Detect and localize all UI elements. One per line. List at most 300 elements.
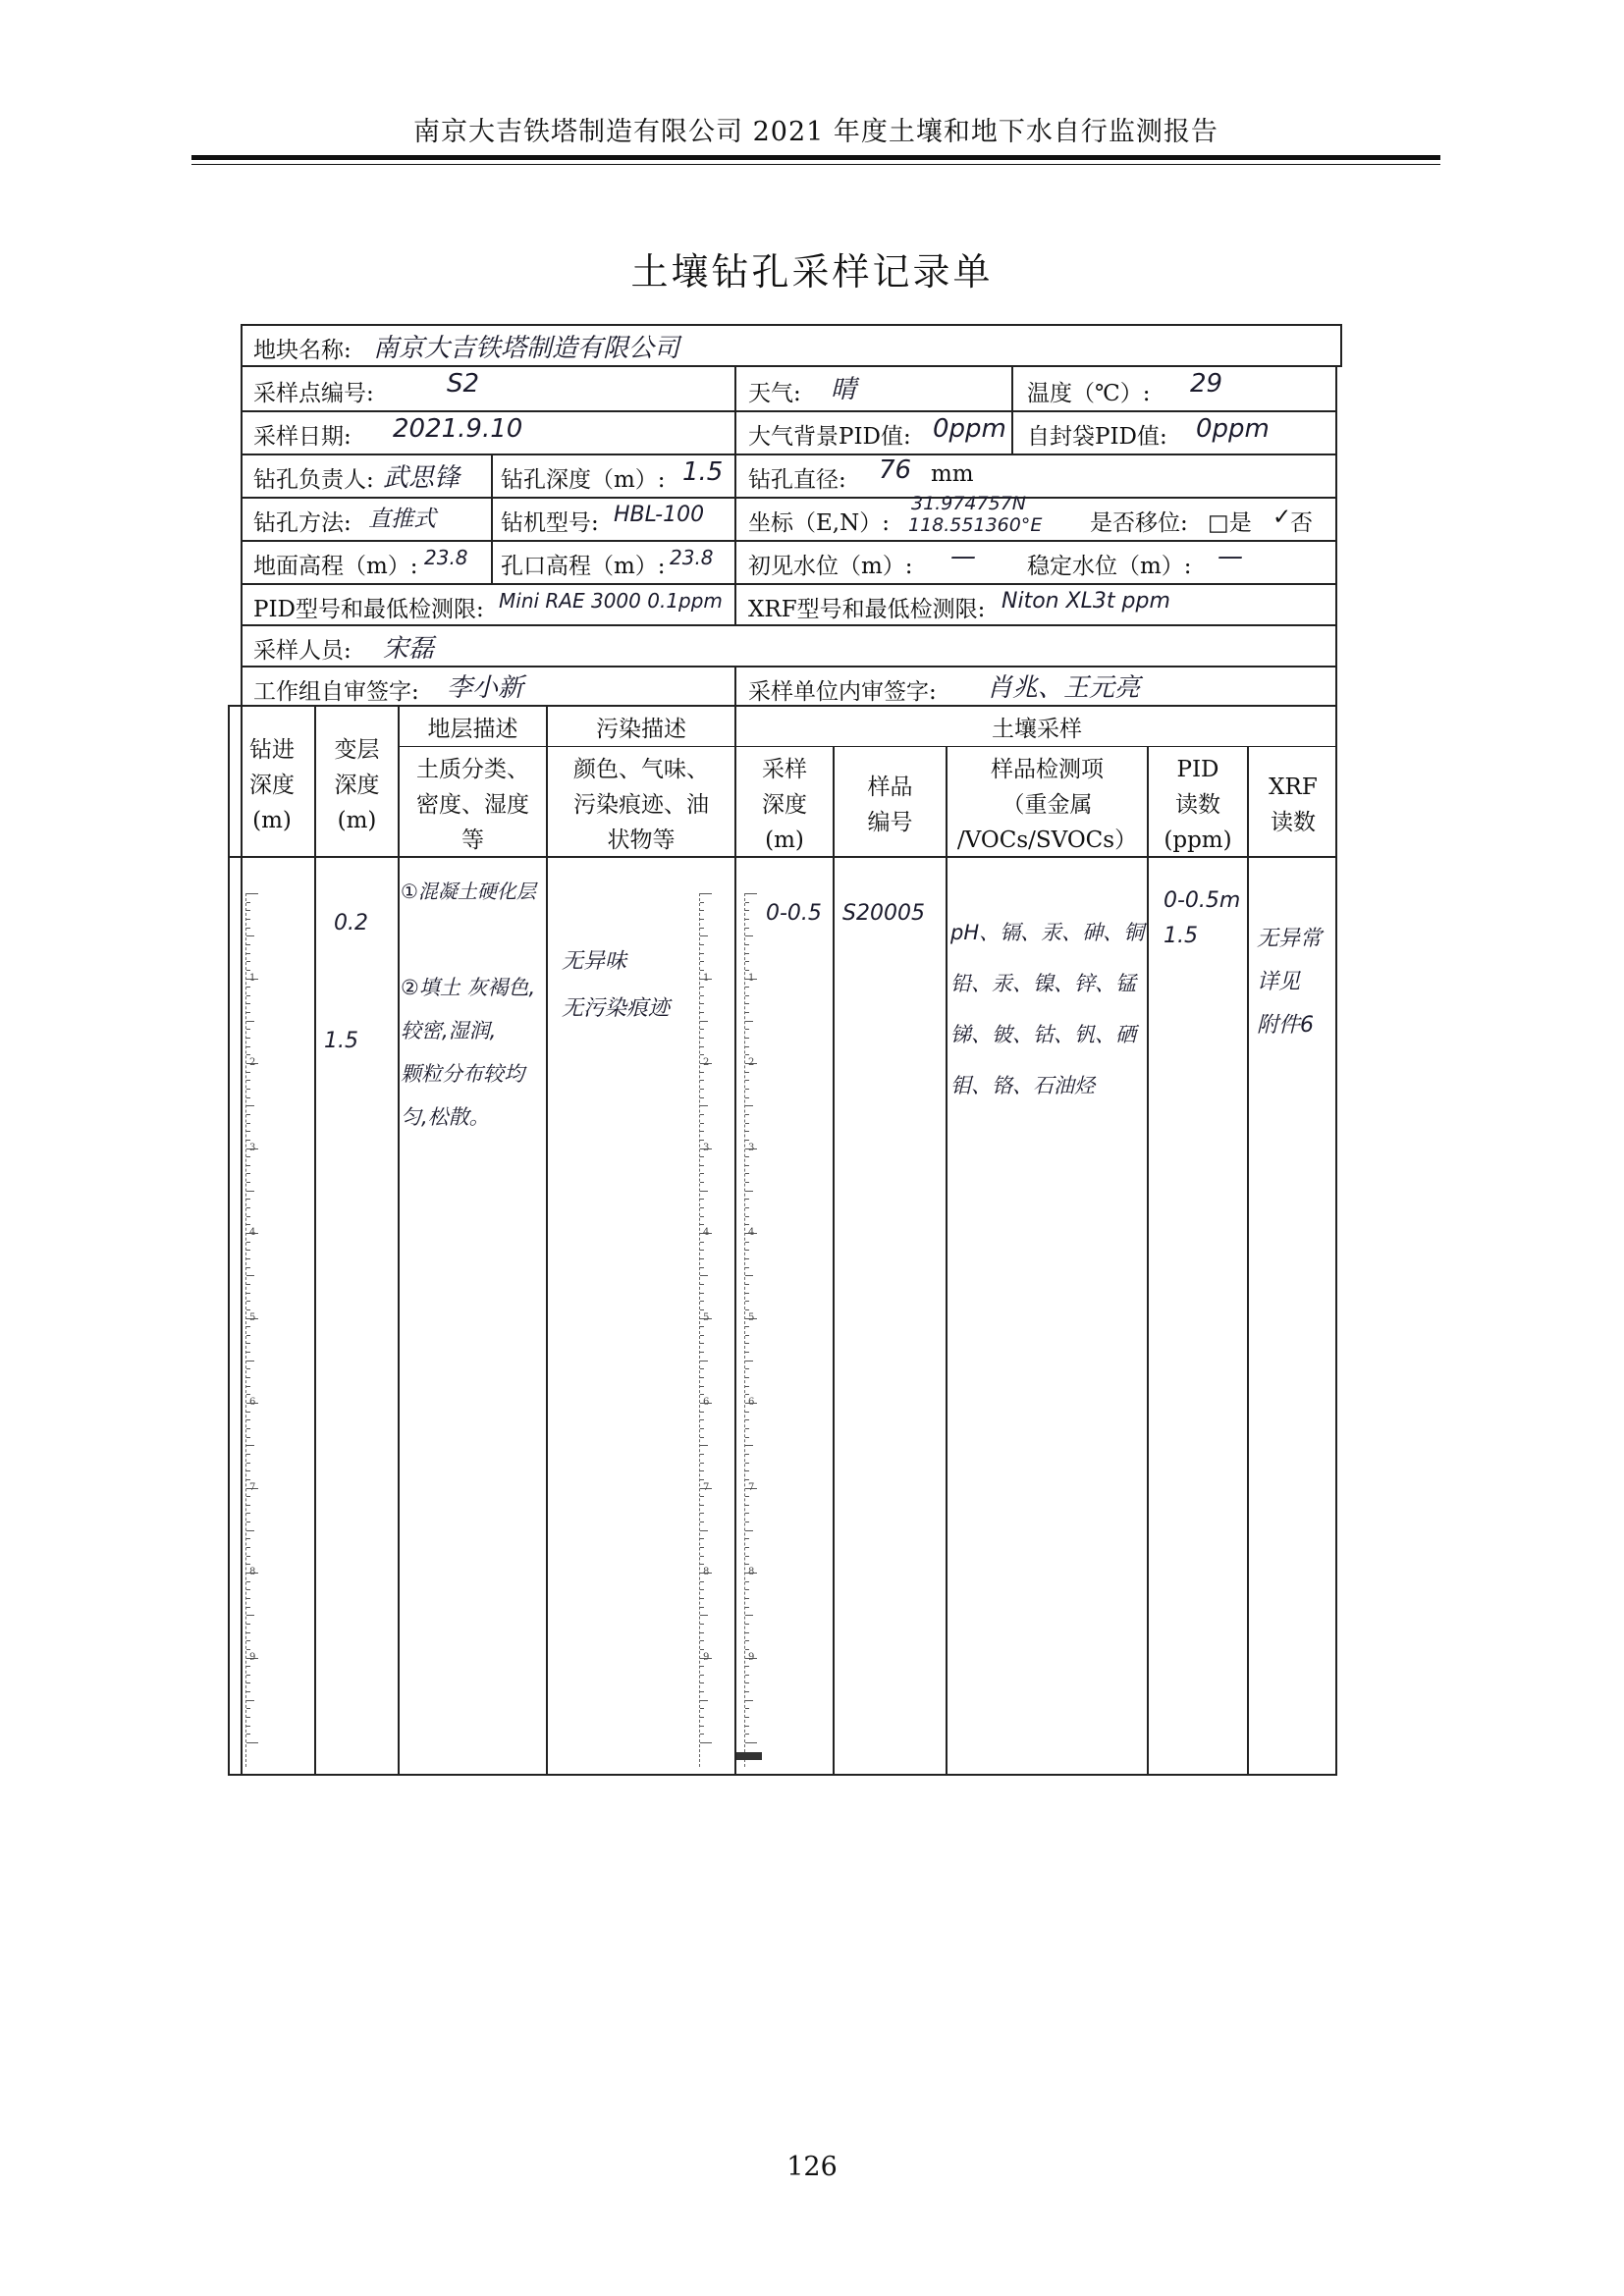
- ruler-tick: [700, 1428, 704, 1429]
- ruler-tick: [700, 902, 704, 903]
- ruler-tick: [246, 1021, 254, 1022]
- frame-right-top: [1340, 324, 1342, 365]
- ruler-depth-label: 7: [249, 1481, 256, 1493]
- ruler-tick: [700, 1343, 704, 1344]
- ruler-depth-label: 5: [249, 1311, 256, 1323]
- ruler-tick: [246, 1615, 254, 1616]
- ruler-tick: [700, 1038, 704, 1039]
- ruler-tick: [700, 1700, 708, 1701]
- ruler-tick: [745, 1309, 749, 1310]
- ruler-tick: [700, 1352, 704, 1353]
- ruler-tick: [745, 1123, 749, 1124]
- ruler-tick: [246, 1700, 254, 1701]
- ruler-tick: [745, 961, 749, 962]
- ruler-tick: [246, 1199, 250, 1200]
- ruler-tick: [745, 1301, 749, 1302]
- header-xrf-reading: XRF 读数: [1269, 774, 1318, 835]
- ruler-tick: [246, 1419, 250, 1420]
- ruler-tick: [700, 1207, 704, 1208]
- ruler-tick: [700, 1046, 704, 1047]
- ruler-tick: [246, 1547, 250, 1548]
- ruler-tick: [745, 1054, 749, 1055]
- ruler-tick: [246, 1038, 250, 1039]
- ruler-tick: [246, 1293, 250, 1294]
- bag-pid-value: 0ppm: [1196, 414, 1270, 444]
- ruler-tick: [700, 1377, 704, 1378]
- moved-no-option: 否: [1290, 510, 1313, 536]
- ruler-tick: [745, 1199, 749, 1200]
- ruler-tick: [700, 1301, 704, 1302]
- ruler-tick: [745, 944, 749, 945]
- ruler-tick: [246, 935, 254, 936]
- ruler-tick: [700, 1368, 704, 1369]
- ruler-tick: [700, 928, 704, 929]
- ruler-tick: [246, 1470, 250, 1471]
- ruler-depth-label: 9: [703, 1651, 710, 1663]
- ruler-tick: [246, 1589, 250, 1590]
- ruler-tick: [745, 1377, 749, 1378]
- ruler-tick: [700, 944, 704, 945]
- ruler-tick: [246, 1454, 250, 1455]
- ruler-tick: [745, 1046, 749, 1047]
- moved-check-mark: ✓: [1272, 505, 1292, 530]
- ruler-tick: [700, 1742, 712, 1743]
- ruler-tick: [700, 919, 704, 920]
- pid-value: 0-0.5m 1.5: [1164, 888, 1241, 948]
- ruler-tick: [745, 893, 757, 894]
- ruler-depth-label: 4: [703, 1227, 710, 1238]
- ruler-tick: [700, 1470, 704, 1471]
- hole-depth-value: 1.5: [682, 457, 724, 487]
- ruler-tick: [246, 1742, 258, 1743]
- header-strata-sub: 土质分类、 密度、湿度 等: [416, 757, 529, 853]
- ruler-depth-label: 3: [703, 1142, 710, 1153]
- ruler-tick: [745, 1284, 749, 1285]
- depth-ruler-pollution: [699, 893, 714, 1767]
- strata-2: ②填土 灰褐色, 较密,湿润, 颗粒分布较均 匀,松散。: [401, 976, 536, 1129]
- ruler-tick: [246, 1675, 250, 1676]
- ruler-tick: [700, 1726, 704, 1727]
- layer-depth-2: 1.5: [324, 1029, 358, 1053]
- point-no-value: S2: [447, 369, 480, 399]
- ruler-tick: [246, 1173, 250, 1174]
- ruler-tick: [745, 1072, 749, 1073]
- ruler-tick: [745, 1242, 749, 1243]
- ruler-tick: [246, 1479, 250, 1480]
- ruler-tick: [246, 1386, 250, 1387]
- ruler-tick: [700, 1140, 704, 1141]
- ruler-tick: [745, 1335, 749, 1336]
- ruler-tick: [745, 1140, 749, 1141]
- ruler-tick: [745, 970, 749, 971]
- ruler-tick: [745, 1564, 749, 1565]
- ruler-tick: [700, 1335, 704, 1336]
- ruler-tick: [745, 1165, 749, 1166]
- ruler-tick: [700, 1505, 704, 1506]
- ruler-tick: [745, 1624, 749, 1625]
- ground-label: 地面高程（m）:: [253, 554, 418, 579]
- ruler-tick: [745, 1419, 749, 1420]
- ruler-tick: [700, 1607, 704, 1608]
- ruler-tick: [700, 1640, 704, 1641]
- ruler-tick: [246, 995, 250, 996]
- ruler-tick: [745, 1691, 749, 1692]
- xrf-model-label: XRF型号和最低检测限:: [748, 597, 986, 622]
- ruler-tick: [246, 1258, 250, 1259]
- ruler-depth-label: 3: [748, 1142, 755, 1153]
- ruler-tick: [745, 1454, 749, 1455]
- form-title: 土壤钻孔采样记录单: [630, 250, 994, 294]
- lead-label: 钻孔负责人:: [253, 467, 374, 493]
- collar-label: 孔口高程（m）:: [501, 554, 666, 579]
- ruler-tick: [700, 1708, 704, 1709]
- ruler-tick: [700, 1199, 704, 1200]
- sampler-label: 采样人员:: [253, 638, 352, 664]
- ruler-tick: [745, 1105, 753, 1106]
- depth-ruler-drill: [245, 893, 260, 1767]
- ruler-tick: [246, 1632, 250, 1633]
- ruler-tick: [745, 1437, 749, 1438]
- ruler-tick: [246, 1581, 250, 1582]
- ruler-tick: [700, 1267, 704, 1268]
- ruler-tick: [246, 1437, 250, 1438]
- ruler-tick: [246, 1361, 254, 1362]
- ruler-tick: [700, 1394, 704, 1395]
- header-sample-depth: 采样 深度 (m): [762, 757, 807, 853]
- rig-value: HBL-100: [614, 503, 705, 527]
- ruler-tick: [745, 1708, 749, 1709]
- ruler-tick: [246, 1326, 250, 1327]
- bag-pid-label: 自封袋PID值:: [1027, 424, 1167, 450]
- ruler-tick: [246, 1352, 250, 1353]
- site-name-label: 地块名称:: [253, 338, 352, 363]
- ruler-tick: [745, 1216, 749, 1217]
- ruler-tick: [745, 1598, 749, 1599]
- unit-check-label: 采样单位内审签字:: [748, 679, 937, 705]
- layer-depth-1: 0.2: [334, 911, 368, 935]
- ruler-tick: [700, 910, 704, 911]
- ruler-tick: [246, 1123, 250, 1124]
- ruler-tick: [700, 1309, 704, 1310]
- date-value: 2021.9.10: [393, 414, 523, 444]
- ruler-tick: [745, 1726, 749, 1727]
- pid-model-value: Mini RAE 3000 0.1ppm: [499, 589, 723, 613]
- ruler-tick: [246, 1284, 250, 1285]
- sampler-value: 宋磊: [383, 634, 435, 664]
- ruler-tick: [246, 1114, 250, 1115]
- ruler-tick: [700, 1581, 704, 1582]
- ruler-tick: [246, 987, 250, 988]
- ruler-tick: [700, 1564, 704, 1565]
- ruler-tick: [700, 1029, 704, 1030]
- ruler-tick: [246, 1564, 250, 1565]
- ruler-tick: [745, 902, 749, 903]
- ruler-tick: [745, 1479, 749, 1480]
- self-check-value: 李小新: [447, 673, 524, 703]
- ruler-tick: [745, 1207, 749, 1208]
- ruler-tick: [745, 1361, 753, 1362]
- ruler-tick: [745, 1589, 749, 1590]
- ruler-tick: [745, 1250, 749, 1251]
- ruler-tick: [700, 1682, 704, 1683]
- ruler-tick: [246, 1708, 250, 1709]
- ruler-tick: [246, 893, 258, 894]
- ruler-tick: [745, 1581, 749, 1582]
- pollution-description: 无异味 无污染痕迹: [562, 949, 671, 1021]
- ruler-tick: [745, 1547, 749, 1548]
- coord-n: 31.974757N: [911, 493, 1026, 514]
- ruler-tick: [745, 1717, 749, 1718]
- ruler-tick: [700, 1717, 704, 1718]
- site-name-value: 南京大吉铁塔制造有限公司: [373, 334, 680, 363]
- weather-label: 天气:: [748, 381, 801, 406]
- ruler-tick: [246, 1691, 250, 1692]
- coord-e: 118.551360°E: [908, 514, 1043, 536]
- ruler-tick: [745, 1386, 749, 1387]
- ruler-tick: [246, 1046, 250, 1047]
- ruler-depth-label: 8: [249, 1567, 256, 1577]
- method-label: 钻孔方法:: [253, 510, 352, 536]
- ruler-tick: [700, 1097, 704, 1098]
- ruler-tick: [745, 987, 749, 988]
- ruler-tick: [246, 1156, 250, 1157]
- ruler-tick: [700, 1649, 704, 1650]
- ruler-tick: [246, 1649, 250, 1650]
- ruler-tick: [700, 1326, 704, 1327]
- ruler-tick: [246, 1666, 250, 1667]
- ruler-tick: [700, 1293, 704, 1294]
- header-sample-no: 样品 编号: [867, 774, 913, 835]
- ruler-tick: [745, 1003, 749, 1004]
- ruler-tick: [700, 1463, 704, 1464]
- ruler-depth-label: 2: [748, 1057, 755, 1068]
- ruler-tick: [246, 910, 250, 911]
- ruler-tick: [745, 1445, 753, 1446]
- ruler-tick: [700, 1454, 704, 1455]
- ruler-tick: [745, 928, 749, 929]
- ruler-tick: [745, 1080, 749, 1081]
- rig-label: 钻机型号:: [501, 510, 599, 536]
- ruler-tick: [700, 995, 704, 996]
- ruler-tick: [246, 944, 250, 945]
- ruler-tick: [745, 1182, 749, 1183]
- ruler-tick: [745, 1513, 749, 1514]
- ruler-depth-label: 4: [748, 1227, 755, 1238]
- ruler-tick: [745, 1742, 757, 1743]
- ruler-tick: [246, 1054, 250, 1055]
- unit-check-value: 肖兆、王元亮: [987, 673, 1141, 703]
- ruler-depth-label: 5: [703, 1311, 710, 1323]
- moved-yes-option: □是: [1208, 510, 1252, 536]
- ruler-tick: [246, 1343, 250, 1344]
- ruler-tick: [745, 1156, 749, 1157]
- ruler-tick: [745, 1293, 749, 1294]
- ruler-tick: [246, 1682, 250, 1683]
- ruler-tick: [700, 1250, 704, 1251]
- ruler-depth-label: 6: [703, 1397, 710, 1408]
- ruler-tick: [700, 1131, 704, 1132]
- ruler-tick: [700, 1216, 704, 1217]
- ruler-tick: [246, 1335, 250, 1336]
- ruler-tick: [246, 1640, 250, 1641]
- ruler-tick: [745, 1258, 749, 1259]
- ruler-tick: [700, 1258, 704, 1259]
- ruler-tick: [700, 1123, 704, 1124]
- ruler-tick: [700, 1666, 704, 1667]
- ruler-tick: [700, 953, 704, 954]
- stable-water-value: —: [1218, 542, 1243, 571]
- ruler-tick: [246, 953, 250, 954]
- ruler-tick: [700, 1734, 704, 1735]
- date-label: 采样日期:: [253, 424, 352, 450]
- ruler-tick: [246, 961, 250, 962]
- ruler-tick: [700, 1072, 704, 1073]
- ruler-tick: [745, 1352, 749, 1353]
- ruler-tick: [745, 1224, 749, 1225]
- ruler-tick: [246, 1445, 254, 1446]
- ruler-tick: [700, 1284, 704, 1285]
- ruler-tick: [246, 1538, 250, 1539]
- ruler-tick: [745, 1173, 749, 1174]
- ruler-tick: [745, 1640, 749, 1641]
- diameter-value: 76: [879, 455, 912, 485]
- ruler-tick: [745, 1649, 749, 1650]
- ruler-tick: [246, 1275, 254, 1276]
- ruler-tick: [246, 1131, 250, 1132]
- ruler-tick: [700, 1003, 704, 1004]
- point-no-label: 采样点编号:: [253, 381, 374, 406]
- strata-1: ①混凝土硬化层: [401, 880, 536, 903]
- frame-top: [241, 324, 1342, 326]
- ruler-tick: [745, 1343, 749, 1344]
- ruler-tick: [246, 1513, 250, 1514]
- ruler-tick: [700, 1191, 708, 1192]
- ruler-tick: [246, 1394, 250, 1395]
- temp-label: 温度（℃）:: [1027, 381, 1151, 406]
- ruler-depth-label: 3: [249, 1142, 256, 1153]
- ruler-tick: [745, 1038, 749, 1039]
- ruler-tick: [700, 1182, 704, 1183]
- ruler-tick: [745, 1530, 753, 1531]
- ruler-depth-label: 1: [748, 972, 755, 984]
- header-test-items: 样品检测项 （重金属 /VOCs/SVOCs）: [956, 757, 1138, 853]
- diameter-label: 钻孔直径:: [748, 467, 846, 493]
- ruler-tick: [246, 1505, 250, 1506]
- ruler-tick: [246, 1377, 250, 1378]
- ruler-tick: [700, 1496, 704, 1497]
- ruler-tick: [745, 1632, 749, 1633]
- weather-value: 晴: [831, 375, 857, 404]
- ruler-tick: [700, 1589, 704, 1590]
- ruler-tick: [700, 935, 708, 936]
- ruler-tick: [246, 1165, 250, 1166]
- ruler-tick: [246, 919, 250, 920]
- ruler-tick: [246, 1726, 250, 1727]
- ruler-tick: [700, 893, 712, 894]
- ruler-tick: [246, 1097, 250, 1098]
- ruler-tick: [700, 1089, 704, 1090]
- ruler-tick: [745, 1029, 749, 1030]
- ruler-tick: [246, 1250, 250, 1251]
- ruler-tick: [246, 1191, 254, 1192]
- ruler-tick: [246, 1012, 250, 1013]
- ruler-tick: [745, 1097, 749, 1098]
- ruler-tick: [246, 1242, 250, 1243]
- ruler-tick: [246, 1029, 250, 1030]
- ruler-depth-label: 7: [748, 1481, 755, 1493]
- hole-depth-label: 钻孔深度（m）:: [501, 467, 666, 493]
- ruler-tick: [246, 1080, 250, 1081]
- ruler-tick: [246, 1607, 250, 1608]
- stable-water-label: 稳定水位（m）:: [1027, 554, 1192, 579]
- ruler-tick: [745, 1368, 749, 1369]
- ruler-tick: [246, 1496, 250, 1497]
- header-pollution: 污染描述: [596, 717, 686, 742]
- ruler-tick: [700, 1386, 704, 1387]
- ruler-tick: [700, 1598, 704, 1599]
- depth-ruler-sampling: [744, 893, 759, 1767]
- ruler-tick: [246, 902, 250, 903]
- ruler-tick: [745, 1682, 749, 1683]
- ruler-tick: [246, 970, 250, 971]
- ruler-tick: [246, 1224, 250, 1225]
- ruler-tick: [700, 961, 704, 962]
- ruler-tick: [700, 1547, 704, 1548]
- ruler-tick: [246, 1003, 250, 1004]
- sample-depth-value: 0-0.5: [766, 901, 822, 926]
- ruler-tick: [745, 1275, 753, 1276]
- ruler-tick: [700, 970, 704, 971]
- ruler-tick: [745, 1012, 749, 1013]
- ruler-tick: [745, 1734, 749, 1735]
- ruler-tick: [246, 1556, 250, 1557]
- ruler-tick: [745, 1326, 749, 1327]
- ruler-tick: [700, 1445, 708, 1446]
- ruler-tick: [745, 1505, 749, 1506]
- bg-pid-value: 0ppm: [933, 414, 1006, 444]
- header-soil-sampling: 土壤采样: [992, 717, 1082, 742]
- ruler-tick: [246, 1624, 250, 1625]
- coord-label: 坐标（E,N）:: [748, 510, 890, 536]
- ruler-tick: [246, 1207, 250, 1208]
- ruler-tick: [700, 1165, 704, 1166]
- ruler-tick: [745, 1496, 749, 1497]
- page-number: 126: [786, 2152, 838, 2182]
- ruler-tick: [745, 1470, 749, 1471]
- ruler-tick: [246, 928, 250, 929]
- ruler-tick: [745, 995, 749, 996]
- ruler-tick: [700, 1419, 704, 1420]
- ruler-tick: [745, 910, 749, 911]
- diameter-unit: mm: [931, 461, 974, 487]
- ruler-tick: [700, 1224, 704, 1225]
- ruler-depth-label: 9: [748, 1651, 755, 1663]
- init-water-label: 初见水位（m）:: [748, 554, 913, 579]
- ruler-tick: [700, 1538, 704, 1539]
- ruler-tick: [745, 1675, 749, 1676]
- ruler-tick: [246, 1368, 250, 1369]
- ruler-tick: [246, 1717, 250, 1718]
- ruler-tick: [246, 1089, 250, 1090]
- ruler-tick: [745, 1412, 749, 1413]
- ruler-tick: [700, 1632, 704, 1633]
- ruler-tick: [745, 1191, 753, 1192]
- pid-model-label: PID型号和最低检测限:: [253, 597, 484, 622]
- ruler-tick: [246, 1216, 250, 1217]
- ruler-tick: [700, 1275, 708, 1276]
- ruler-depth-label: 7: [703, 1481, 710, 1493]
- ruler-tick: [745, 935, 753, 936]
